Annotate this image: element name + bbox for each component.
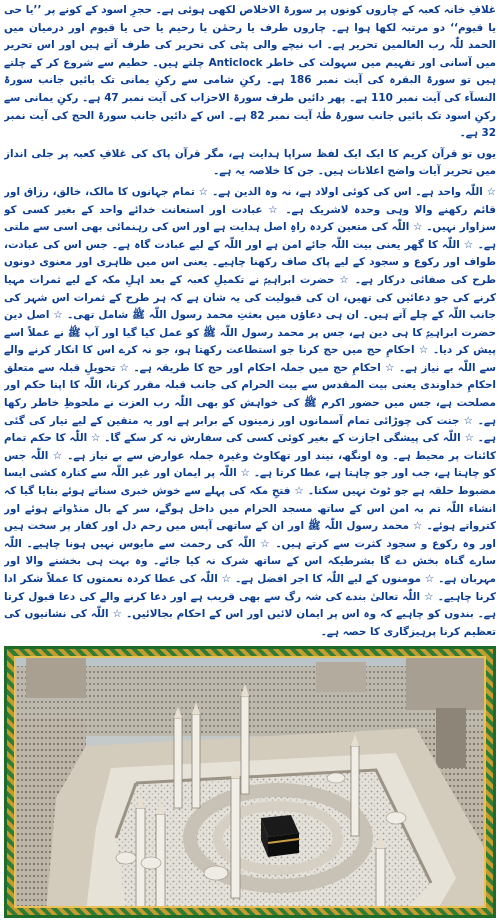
masjid-al-haram-photo bbox=[14, 656, 486, 908]
article-text bbox=[4, 2, 496, 640]
paragraph-summary-intro: یوں تو قرآن کریم کا ایک ایک لفظ سراپا ہدایت ہے، مگر قرآن پاک کی غلافِ کعبہ پر جلی انداز میں تحریر آیات واضح اعلانات ہیں۔ جن کا خلاصہ یہ ہے۔ bbox=[4, 147, 496, 178]
haram-aerial-illustration bbox=[16, 658, 486, 908]
paragraph-verse-summary: ☆ اللّٰہ واحد ہے۔ اس کی کوئی اولاد ہے، نہ وہ الدین ہے۔ ☆ تمام جہانوں کا مالک، خالق، رزاق اور قائم رکھنے والا وہی وحدہ لاشریک ہے۔ ☆ عبادت اور استعانت خدائے واحد کے بغیر کسی کو سزاوار نہیں۔ ☆ اللّٰہ کی متعین کردہ راہِ اصل ہدایت ہے اور اس کی رہنمائی بھی اسی سے ملتی ہے۔ ☆ اللّٰہ کا گھر یعنی بیت اللّٰہ جائے امن ہے اور اللّٰہ کے لیے عبادت گاہ ہے۔ جس اس کی عبادت، طواف اور رکوع و سجود کے لیے پاک صاف رکھنا چاہیے۔ یعنی اس میں ظاہری اور معنوی دونوں طرح کی صفائی درکار ہے۔ ☆ حضرت ابراہیمؑ نے تکمیلِ کعبہ کے بعد اہلِ مکہ کے لیے ثمرات مہیا کرنے کی جو دعائیں کی تھیں، ان کی قبولیت کی یہ شان ہے کہ ہر طرح کے ثمرات اس شہر کی جانب اللّٰہ کے چلے آتے ہیں۔ ان ہی دعاؤں میں بعثتِ محمد رسول اللّٰہ ﷺ شامل تھی۔ ☆ اصل دین حضرت ابراہیمؑ کا ہی دین ہے، جس پر محمد رسول اللّٰہ ﷺ کو عمل کیا گیا اور آپ ﷺ نے عملاً اسے پیش کر دیا۔ ☆ احکامِ حج میں حج کرنا جو استطاعت رکھتا ہو، جو نہ کرے اس کا انکار کرنے والے سے اللّٰہ بے نیاز ہے۔ ☆ احکامِ حج میں جملہ احکام اور حج کا طریقہ ہے۔ ☆ تحویلِ قبلہ سے متعلق احکامِ خداوندی یعنی بیت المقدس سے بیت الحرام کی جانب قبلہ مقرر کرنا، اللّٰہ کا اپنا حکم اور مصلحت ہے، جس میں حضور اکرم ﷺ کی خواہش کو بھی اللّٰہ رب العزت نے ملحوظِ خاطر رکھا ہے۔ ☆ جنت کی چوڑائی تمام آسمانوں اور زمینوں کے برابر ہے اور یہ متقین کے لیے تیار کی گئی ہے۔ ☆ اللّٰہ کی پیشگی اجازت کے بغیر کوئی کسی کی سفارش نہ کر سکے گا۔ ☆ اللّٰہ کا حکم تمام کائنات پر محیط ہے۔ وہ اونگھ، نیند اور تھکاوٹ وغیرہ جملہ عوارض سے بے نیاز ہے۔ ☆ اللّٰہ جس کو چاہتا ہے، جب اور جو چاہتا ہے، عطا کرتا ہے۔ ☆ اللّٰہ پر ایمان اور غیر اللّٰہ سے کنارہ کشی ایسا مضبوط حلقہ ہے جو ٹوٹ نہیں سکتا۔ ☆ فتحِ مکہ کی پہلے سے خوش خبری سناتے ہوئے بتایا گیا کہ انشاء اللّٰہ تم بہ امن اس کے ساتھ مسجد الحرام میں داخل ہوگے، سر کے بال منڈواتے ہوئے اور کترواتے ہوئے۔ ☆ محمد رسول اللّٰہ ﷺ اور ان کے ساتھی آپس میں رحم دل اور کفار پر سخت ہیں اور وہ رکوع و سجود کثرت سے کرتے ہیں۔ ☆ اللّٰہ کی رحمت سے مایوس نہیں ہونا چاہیے۔ اللّٰہ سارے گناہ بخش دے گا بشرطیکہ اس کے ساتھ شرک نہ کیا جائے۔ وہ بہت ہی بخشنے والا اور مہربان ہے۔ ☆ مومنوں کے لیے اللّٰہ کا اجر افضل ہے۔ ☆ اللّٰہ کی عطا کردہ نعمتوں کا عملاً شکر ادا کرنا چاہیے۔ ☆ اللّٰہ تعالیٰ بندے کی شہ رگ سے بھی قریب ہے اور دعا کرنے والے کی دعا قبول کرتا ہے۔ بندوں کو چاہیے کہ وہ اس پر ایمان لائیں اور اس کے احکام بجالائیں۔ ☆ اللّٰہ کی نشانیوں کی تعظیم کرنا پرہیزگاری کا حصہ ہے۔ bbox=[4, 185, 496, 638]
photo-frame bbox=[4, 646, 496, 918]
paragraph-ghilaf-inscriptions: غلافِ خانہ کعبہ کے چاروں کونوں پر سورۃ الاخلاص لکھی ہوئی ہے۔ حجرِ اسود کے کونے پر ’’یا حی یا قیوم‘‘ دو مرتبہ لکھا ہوا ہے۔ چاروں طرف یا رحمٰن یا رحیم یا حی یا قیوم اور درمیان میں الحمد للّٰہ رب العالمین تحریر ہے۔ اب نیچے والی پٹی کی تحریر کی طرف آتے ہیں اور اس تحریر میں آسانی اور تفہیم میں سہولت کی خاطر Anticlock چلتے ہیں۔ حطیم سے شروع کر کے چلتے ہیں تو سورۃ البقرہ کی آیت نمبر 186 ہے۔ رکنِ شامی سے رکنِ یمانی تک بائیں جانب سورۃ النسآء کی آیت نمبر 110 ہے۔ پھر دائیں طرف سورۃ الاحزاب کی آیت نمبر 47 ہے۔ رکنِ یمانی سے رکنِ اسود تک بائیں جانب سورۂ طٰہٰ آیت نمبر 82 ہے۔ اس کے دائیں جانب سورۃ الحج کی آیت نمبر 32 ہے۔ bbox=[4, 4, 496, 140]
